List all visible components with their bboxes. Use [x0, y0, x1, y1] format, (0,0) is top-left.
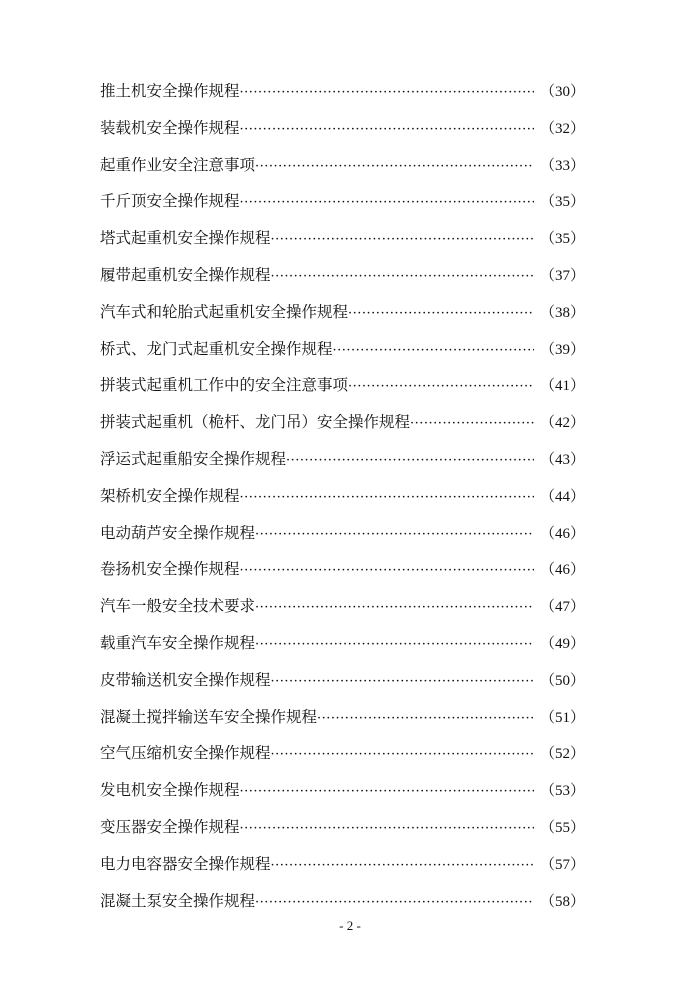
toc-entry-title: 拼装式起重机工作中的安全注意事项 [100, 376, 349, 395]
toc-entry-page: （38） [540, 304, 586, 321]
toc-entry-page: （57） [540, 856, 586, 873]
toc-dot-leader [240, 112, 534, 149]
toc-dot-leader [240, 811, 534, 848]
toc-entry-page: （30） [540, 84, 586, 100]
toc-dot-leader [255, 590, 534, 627]
toc-entry-title: 拼装式起重机（桅杆、龙门吊）安全操作规程 [100, 413, 411, 432]
toc-entry-title: 电动葫芦安全操作规程 [100, 523, 256, 542]
toc-entry-page: （46） [540, 525, 586, 542]
toc-entry[interactable] [100, 404, 586, 441]
toc-dot-leader [410, 406, 534, 443]
toc-dot-leader [240, 75, 534, 112]
toc-entry[interactable] [100, 331, 586, 368]
toc-entry[interactable] [100, 478, 586, 515]
toc-dot-leader [348, 369, 534, 406]
toc-dot-leader [271, 222, 534, 259]
toc-entry-page: （58） [540, 893, 586, 910]
toc-entry-title: 汽车一般安全技术要求 [100, 597, 256, 616]
toc-entry[interactable] [100, 809, 586, 846]
toc-entry[interactable] [100, 257, 586, 294]
toc-entry-page: （49） [540, 635, 586, 652]
toc-entry-title: 装载机安全操作规程 [100, 118, 240, 137]
toc-dot-leader [286, 443, 534, 480]
toc-entry[interactable] [100, 73, 586, 110]
toc-entry-page: （37） [540, 267, 586, 284]
toc-entry-title: 混凝土搅拌输送车安全操作规程 [100, 707, 318, 726]
toc-entry-title: 塔式起重机安全操作规程 [100, 229, 271, 248]
toc-entry-title: 架桥机安全操作规程 [100, 486, 240, 505]
toc-entry[interactable] [100, 183, 586, 220]
toc-entry-page: （43） [540, 451, 586, 468]
toc-entry[interactable] [100, 625, 586, 662]
toc-entry-page: （52） [540, 746, 586, 763]
toc-entry-page: （35） [540, 231, 586, 248]
toc-entry[interactable] [100, 110, 586, 147]
toc-entry-title: 浮运式起重船安全操作规程 [100, 449, 287, 468]
toc-entry-page: （32） [540, 120, 586, 137]
toc-entry-title: 汽车式和轮胎式起重机安全操作规程 [100, 302, 349, 321]
toc-entry-page: （51） [540, 709, 586, 726]
toc-entry-title: 推土机安全操作规程 [100, 82, 240, 100]
toc-dot-leader [255, 149, 534, 186]
toc-dot-leader [317, 701, 534, 738]
toc-entry[interactable] [100, 883, 586, 920]
toc-entry-title: 电力电容器安全操作规程 [100, 854, 271, 873]
toc-dot-leader [271, 259, 534, 296]
toc-dot-leader [333, 333, 534, 370]
toc-entry-title: 发电机安全操作规程 [100, 781, 240, 800]
toc-entry-page: （39） [540, 341, 586, 358]
toc-entry-title: 皮带输送机安全操作规程 [100, 670, 271, 689]
page-number-footer: - 2 - [339, 918, 361, 933]
toc-entry[interactable] [100, 772, 586, 809]
toc-entry[interactable] [100, 699, 586, 736]
toc-entry-page: （53） [540, 783, 586, 800]
toc-entry[interactable] [100, 515, 586, 552]
toc-entry-title: 履带起重机安全操作规程 [100, 265, 271, 284]
toc-entry-title: 桥式、龙门式起重机安全操作规程 [100, 339, 333, 358]
toc-dot-leader [255, 885, 534, 922]
toc-dot-leader [255, 517, 534, 554]
toc-dot-leader [271, 848, 534, 885]
toc-entry[interactable] [100, 147, 586, 184]
toc-entry[interactable] [100, 662, 586, 699]
toc-entry-title: 起重作业安全注意事项 [100, 155, 256, 174]
toc-entry[interactable] [100, 367, 586, 404]
toc-dot-leader [240, 553, 534, 590]
toc-dot-leader [348, 296, 534, 333]
toc-entry-page: （50） [540, 672, 586, 689]
toc-entry[interactable] [100, 294, 586, 331]
toc-dot-leader [240, 480, 534, 517]
toc-entry-page: （55） [540, 819, 586, 836]
toc-dot-leader [240, 774, 534, 811]
toc-entry-title: 混凝土泵安全操作规程 [100, 891, 256, 910]
toc-entry-title: 千斤顶安全操作规程 [100, 192, 240, 211]
toc-dot-leader [271, 664, 534, 701]
toc-entry-page: （33） [540, 157, 586, 174]
toc-entry-title: 变压器安全操作规程 [100, 817, 240, 836]
toc-entry[interactable] [100, 735, 586, 772]
toc-entry[interactable] [100, 441, 586, 478]
toc-entry-title: 载重汽车安全操作规程 [100, 633, 256, 652]
toc-dot-leader [255, 627, 534, 664]
toc-entry-title: 空气压缩机安全操作规程 [100, 744, 271, 763]
toc-entry-page: （44） [540, 488, 586, 505]
toc-entry-page: （41） [540, 378, 586, 395]
toc-dot-leader [271, 737, 534, 774]
toc-entry-page: （46） [540, 562, 586, 579]
toc-entry[interactable] [100, 220, 586, 257]
toc-entry-page: （42） [540, 415, 586, 432]
toc-entry[interactable] [100, 588, 586, 625]
toc-entry-title: 卷扬机安全操作规程 [100, 560, 240, 579]
toc-entry-page: （47） [540, 599, 586, 616]
toc-entry[interactable] [100, 846, 586, 883]
toc-entry[interactable] [100, 551, 586, 588]
toc-dot-leader [240, 185, 534, 222]
table-of-contents [100, 73, 586, 919]
toc-entry-page: （35） [540, 194, 586, 211]
